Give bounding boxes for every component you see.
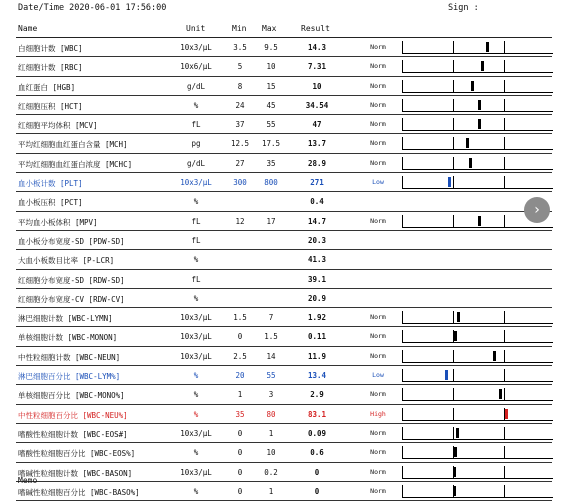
- range-limit-tick: [453, 118, 454, 130]
- report-header: [18, 3, 551, 17]
- col-name: Name: [18, 24, 38, 33]
- range-limit-tick: [453, 157, 454, 169]
- test-name: 嗜酸性粒细胞百分比 [WBC-EOS%]: [18, 449, 136, 459]
- range-limit-tick: [504, 330, 505, 342]
- range-limit-tick: [504, 427, 505, 439]
- unit-cell: 10x3/μL: [180, 467, 212, 477]
- result-cell: 14.7: [307, 216, 327, 226]
- result-cell: 28.9: [307, 158, 327, 168]
- result-marker: [453, 486, 456, 496]
- range-limit-tick: [453, 60, 454, 72]
- range-gauge: [402, 350, 553, 363]
- table-row: [16, 154, 552, 173]
- result-marker: [453, 467, 456, 477]
- range-gauge: [402, 369, 553, 382]
- range-limit-tick: [504, 157, 505, 169]
- max-cell: 3: [268, 390, 274, 400]
- min-cell: 27: [235, 158, 245, 168]
- min-cell: 1: [237, 390, 243, 400]
- range-limit-tick: [453, 137, 454, 149]
- range-limit-tick: [504, 311, 505, 323]
- range-limit-tick: [453, 408, 454, 420]
- result-cell: 41.3: [307, 255, 327, 265]
- col-max: Max: [262, 24, 277, 33]
- unit-cell: 10x3/μL: [180, 178, 212, 188]
- col-unit: Unit: [186, 24, 206, 33]
- test-name: 嗜碱性粒细胞计数 [WBC-BASON]: [18, 468, 133, 478]
- result-marker: [454, 447, 457, 457]
- range-limit-tick: [504, 350, 505, 362]
- min-cell: 0: [237, 486, 243, 496]
- table-row: [16, 57, 552, 76]
- min-cell: 20: [235, 371, 245, 381]
- test-name: 血小板计数 [PLT]: [18, 179, 83, 189]
- range-limit-tick: [453, 99, 454, 111]
- test-name: 红细胞分布宽度-SD [RDW-SD]: [18, 275, 125, 285]
- table-row: [16, 192, 552, 211]
- test-name: 淋巴细胞计数 [WBC-LYMN]: [18, 314, 113, 324]
- result-cell: 14.3: [307, 43, 327, 52]
- result-cell: 10: [312, 81, 322, 91]
- range-gauge: [402, 330, 553, 343]
- test-name: 嗜碱性粒细胞百分比 [WBC-BASO%]: [18, 487, 140, 497]
- unit-cell: %: [193, 255, 199, 265]
- col-min: Min: [232, 24, 247, 33]
- flag-cell: Norm: [370, 332, 386, 341]
- min-cell: 24: [235, 100, 245, 110]
- flag-cell: Norm: [370, 390, 386, 399]
- test-name: 红细胞分布宽度-CV [RDW-CV]: [18, 294, 125, 304]
- test-name: 白细胞计数 [WBC]: [18, 44, 83, 53]
- test-name: 中性粒细胞百分比 [WBC-NEU%]: [18, 410, 128, 420]
- min-cell: 0: [237, 332, 243, 342]
- range-limit-tick: [453, 176, 454, 188]
- range-gauge: [402, 157, 553, 170]
- min-cell: 0: [237, 448, 243, 458]
- sign-label: Sign :: [448, 3, 479, 13]
- table-row: [16, 385, 552, 404]
- test-name: 单核细胞百分比 [WBC-MONO%]: [18, 391, 125, 401]
- max-cell: 15: [266, 81, 276, 91]
- result-marker: [471, 81, 474, 91]
- result-cell: 0.4: [310, 197, 324, 207]
- range-limit-tick: [504, 176, 505, 188]
- range-gauge: [402, 176, 553, 189]
- col-result: Result: [301, 24, 330, 33]
- result-cell: 20.9: [307, 293, 327, 303]
- test-name: 血小板压积 [PCT]: [18, 198, 83, 208]
- test-name: 红细胞压积 [HCT]: [18, 101, 83, 111]
- flag-cell: High: [370, 409, 386, 418]
- max-cell: 14: [266, 351, 276, 361]
- test-name: 血小板分布宽度-SD [PDW-SD]: [18, 236, 125, 246]
- chevron-right-icon[interactable]: ›: [524, 197, 550, 223]
- result-cell: 13.4: [307, 371, 327, 381]
- range-limit-tick: [453, 388, 454, 400]
- result-marker: [478, 119, 481, 129]
- range-limit-tick: [453, 311, 454, 323]
- max-cell: 55: [266, 120, 276, 130]
- range-gauge: [402, 466, 553, 479]
- max-cell: 10: [266, 62, 276, 72]
- flag-cell: Norm: [370, 43, 386, 51]
- test-name: 平均红细胞血红蛋白浓度 [MCHC]: [18, 159, 133, 169]
- unit-cell: fL: [191, 274, 201, 284]
- table-row: [16, 115, 552, 134]
- result-cell: 1.92: [307, 313, 327, 323]
- unit-cell: %: [193, 371, 199, 381]
- range-gauge: [402, 427, 553, 440]
- table-row: [16, 77, 552, 96]
- test-name: 平均血小板体积 [MPV]: [18, 217, 98, 227]
- range-limit-tick: [453, 427, 454, 439]
- max-cell: 80: [266, 409, 276, 419]
- range-gauge: [402, 118, 553, 131]
- range-limit-tick: [504, 41, 505, 53]
- min-cell: 1.5: [233, 313, 247, 323]
- table-row: [16, 347, 552, 366]
- range-limit-tick: [504, 137, 505, 149]
- flag-cell: Low: [372, 178, 384, 187]
- table-row: [16, 482, 552, 501]
- range-limit-tick: [504, 60, 505, 72]
- range-gauge: [402, 99, 553, 112]
- table-row: [16, 308, 552, 327]
- result-marker: [486, 42, 489, 52]
- table-row: [16, 366, 552, 385]
- report-datetime: Date/Time 2020-06-01 17:56:00: [18, 3, 167, 13]
- range-limit-tick: [453, 369, 454, 381]
- unit-cell: pg: [191, 139, 201, 149]
- max-cell: 1: [268, 486, 274, 496]
- result-cell: 39.1: [307, 274, 327, 284]
- test-name: 红细胞计数 [RBC]: [18, 63, 83, 73]
- table-row: [16, 212, 552, 231]
- result-cell: 2.9: [310, 390, 324, 400]
- max-cell: 1.5: [264, 332, 278, 342]
- range-limit-tick: [453, 350, 454, 362]
- flag-cell: Norm: [370, 139, 386, 148]
- test-name: 中性粒细胞计数 [WBC-NEUN]: [18, 352, 121, 362]
- unit-cell: %: [193, 197, 199, 207]
- range-gauge: [402, 388, 553, 401]
- result-cell: 0.09: [307, 428, 327, 438]
- result-marker: [478, 216, 481, 226]
- test-name: 红细胞平均体积 [MCV]: [18, 121, 98, 131]
- result-marker: [499, 389, 502, 399]
- range-limit-tick: [504, 466, 505, 478]
- unit-cell: 10x3/μL: [180, 43, 212, 52]
- result-marker: [445, 370, 448, 380]
- min-cell: 8: [237, 81, 243, 91]
- min-cell: 0: [237, 467, 243, 477]
- range-limit-tick: [504, 215, 505, 227]
- range-limit-tick: [504, 99, 505, 111]
- unit-cell: g/dL: [186, 158, 206, 168]
- result-marker: [493, 351, 496, 361]
- flag-cell: Norm: [370, 158, 386, 167]
- unit-cell: 10x6/μL: [180, 62, 212, 72]
- test-name: 平均红细胞血红蛋白含量 [MCH]: [18, 140, 128, 150]
- result-cell: 0.11: [307, 332, 327, 342]
- unit-cell: fL: [191, 120, 201, 130]
- range-limit-tick: [453, 80, 454, 92]
- table-row: [16, 327, 552, 346]
- memo-label: Memo: [18, 476, 38, 485]
- min-cell: 12: [235, 216, 245, 226]
- flag-cell: Norm: [370, 467, 386, 476]
- table-row: [16, 443, 552, 462]
- max-cell: 800: [264, 178, 278, 188]
- result-marker: [456, 428, 459, 438]
- table-row: [16, 289, 552, 308]
- unit-cell: %: [193, 100, 199, 110]
- max-cell: 7: [268, 313, 274, 323]
- unit-cell: %: [193, 486, 199, 496]
- result-cell: 20.3: [307, 235, 327, 245]
- range-gauge: [402, 41, 553, 54]
- flag-cell: Norm: [370, 486, 386, 495]
- test-name: 嗜酸性粒细胞计数 [WBC-EOS#]: [18, 429, 128, 439]
- unit-cell: 10x3/μL: [180, 428, 212, 438]
- range-limit-tick: [453, 215, 454, 227]
- unit-cell: 10x3/μL: [180, 313, 212, 323]
- flag-cell: Low: [372, 371, 384, 380]
- flag-cell: Norm: [370, 62, 386, 71]
- result-marker: [454, 331, 457, 341]
- max-cell: 1: [268, 428, 274, 438]
- flag-cell: Norm: [370, 81, 386, 90]
- result-marker: [466, 138, 469, 148]
- max-cell: 55: [266, 371, 276, 381]
- flag-cell: Norm: [370, 351, 386, 360]
- max-cell: 17.5: [261, 139, 281, 149]
- table-row: [16, 250, 552, 269]
- unit-cell: 10x3/μL: [180, 332, 212, 342]
- range-gauge: [402, 446, 553, 459]
- test-name: 淋巴细胞百分比 [WBC-LYM%]: [18, 372, 121, 382]
- result-marker: [457, 312, 460, 322]
- unit-cell: fL: [191, 216, 201, 226]
- test-name: 大血小板数目比率 [P-LCR]: [18, 256, 115, 266]
- result-cell: 47: [312, 120, 322, 130]
- table-row: [16, 463, 552, 482]
- range-gauge: [402, 137, 553, 150]
- range-limit-tick: [504, 80, 505, 92]
- table-row: [16, 424, 552, 443]
- flag-cell: Norm: [370, 448, 386, 457]
- range-gauge: [402, 80, 553, 93]
- range-limit-tick: [504, 388, 505, 400]
- result-marker: [448, 177, 451, 187]
- min-cell: 0: [237, 428, 243, 438]
- min-cell: 3.5: [233, 43, 247, 52]
- result-cell: 7.31: [307, 62, 327, 72]
- table-row: [16, 96, 552, 115]
- result-marker: [505, 409, 508, 419]
- column-header-row: [16, 21, 552, 38]
- range-limit-tick: [504, 369, 505, 381]
- result-cell: 0: [314, 486, 320, 496]
- unit-cell: %: [193, 409, 199, 419]
- min-cell: 300: [233, 178, 247, 188]
- result-cell: 0: [314, 467, 320, 477]
- table-row: [16, 405, 552, 424]
- results-table: [16, 38, 552, 501]
- unit-cell: %: [193, 390, 199, 400]
- range-limit-tick: [453, 41, 454, 53]
- result-marker: [478, 100, 481, 110]
- unit-cell: fL: [191, 235, 201, 245]
- result-marker: [469, 158, 472, 168]
- table-row: [16, 270, 552, 289]
- flag-cell: Norm: [370, 428, 386, 437]
- flag-cell: Norm: [370, 313, 386, 322]
- test-name: 单核细胞计数 [WBC-MONON]: [18, 333, 118, 343]
- range-gauge: [402, 60, 553, 73]
- result-cell: 34.54: [305, 100, 329, 110]
- unit-cell: %: [193, 293, 199, 303]
- result-cell: 271: [310, 178, 324, 188]
- result-cell: 11.9: [307, 351, 327, 361]
- unit-cell: 10x3/μL: [180, 351, 212, 361]
- table-row: [16, 173, 552, 192]
- table-row: [16, 134, 552, 153]
- flag-cell: Norm: [370, 120, 386, 129]
- min-cell: 37: [235, 120, 245, 130]
- unit-cell: g/dL: [186, 81, 206, 91]
- result-cell: 13.7: [307, 139, 327, 149]
- max-cell: 0.2: [264, 467, 278, 477]
- min-cell: 35: [235, 409, 245, 419]
- max-cell: 17: [266, 216, 276, 226]
- result-cell: 0.6: [310, 448, 324, 458]
- max-cell: 10: [266, 448, 276, 458]
- range-gauge: [402, 311, 553, 324]
- range-limit-tick: [504, 446, 505, 458]
- range-limit-tick: [504, 118, 505, 130]
- table-row: [16, 231, 552, 250]
- table-row: [16, 38, 552, 57]
- range-gauge: [402, 408, 553, 421]
- min-cell: 12.5: [230, 139, 250, 149]
- min-cell: 5: [237, 62, 243, 72]
- range-limit-tick: [504, 485, 505, 497]
- test-name: 血红蛋白 [HGB]: [18, 82, 76, 92]
- result-cell: 83.1: [307, 409, 327, 419]
- max-cell: 35: [266, 158, 276, 168]
- unit-cell: %: [193, 448, 199, 458]
- result-marker: [481, 61, 484, 71]
- min-cell: 2.5: [233, 351, 247, 361]
- max-cell: 9.5: [264, 43, 278, 52]
- flag-cell: Norm: [370, 100, 386, 109]
- max-cell: 45: [266, 100, 276, 110]
- flag-cell: Norm: [370, 216, 386, 225]
